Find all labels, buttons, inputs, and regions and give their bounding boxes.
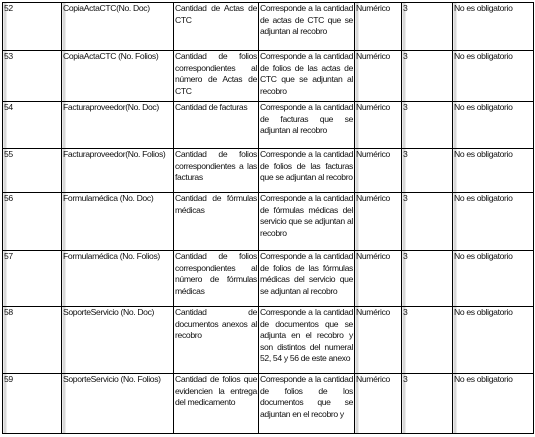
field-label-cell: Cantidad de fórmulas médicas — [174, 193, 259, 251]
length-cell: 3 — [402, 307, 453, 374]
field-label-cell: Cantidad de facturas — [174, 102, 259, 149]
row-number-cell: 56 — [3, 193, 62, 251]
table-row — [3, 149, 534, 193]
required-cell: No es obligatorio — [453, 193, 534, 251]
field-name-cell: Formulamédica (No. Doc) — [62, 193, 174, 251]
field-description-cell: Corresponde a la cantidad de fórmulas médicas del servicio que se adjuntan al recobro — [259, 193, 355, 251]
field-name-cell: CopiaActaCTC (No. Folios) — [62, 51, 174, 102]
field-name-cell: Formulamédica (No. Folios) — [62, 251, 174, 307]
data-type-cell: Numérico — [355, 193, 402, 251]
field-label-cell: Cantidad de folios correspondientes al número de fórmulas médicas — [174, 251, 259, 307]
field-name-cell: Facturaproveedor(No. Doc) — [62, 102, 174, 149]
data-type-cell: Numérico — [355, 102, 402, 149]
field-name-cell: Facturaproveedor(No. Folios) — [62, 149, 174, 193]
length-cell: 3 — [402, 51, 453, 102]
fields-table-body — [3, 3, 534, 434]
field-name-cell: CopiaActaCTC(No. Doc) — [62, 3, 174, 51]
data-type-cell: Numérico — [355, 374, 402, 434]
field-description-cell: Corresponde a la cantidad de facturas que se adjuntan al recobro — [259, 102, 355, 149]
row-number-cell: 52 — [3, 3, 62, 51]
field-label-cell: Cantidad de folios correspondientes a las facturas — [174, 149, 259, 193]
row-number-cell: 55 — [3, 149, 62, 193]
row-number-cell: 57 — [3, 251, 62, 307]
length-cell: 3 — [402, 193, 453, 251]
length-cell: 3 — [402, 374, 453, 434]
length-cell: 3 — [402, 149, 453, 193]
table-row — [3, 51, 534, 102]
required-cell: No es obligatorio — [453, 149, 534, 193]
data-type-cell: Numérico — [355, 307, 402, 374]
field-description-cell: Corresponde a la cantidad de folios de los documentos que se adjuntan en el recobro y — [259, 374, 355, 434]
required-cell: No es obligatorio — [453, 374, 534, 434]
field-label-cell: Cantidad de folios correspondientes al número de Actas de CTC — [174, 51, 259, 102]
row-number-cell: 53 — [3, 51, 62, 102]
field-description-cell: Corresponde a la cantidad de actas de CTC que se adjuntan al recobro — [259, 3, 355, 51]
field-description-cell: Corresponde a la cantidad de folios de las actas de CTC que se adjuntan al recobro — [259, 51, 355, 102]
table-row — [3, 374, 534, 434]
field-name-cell: SoporteServicio (No. Folios) — [62, 374, 174, 434]
row-number-cell: 59 — [3, 374, 62, 434]
row-number-cell: 58 — [3, 307, 62, 374]
table-row — [3, 307, 534, 374]
table-row — [3, 193, 534, 251]
length-cell: 3 — [402, 3, 453, 51]
table-row — [3, 3, 534, 51]
fields-table — [2, 2, 534, 434]
row-number-cell: 54 — [3, 102, 62, 149]
data-type-cell: Numérico — [355, 3, 402, 51]
required-cell: No es obligatorio — [453, 251, 534, 307]
required-cell: No es obligatorio — [453, 102, 534, 149]
table-row — [3, 102, 534, 149]
field-label-cell: Cantidad de folios que evidencien la entrega del medicamento — [174, 374, 259, 434]
data-type-cell: Numérico — [355, 51, 402, 102]
field-name-cell: SoporteServicio (No. Doc) — [62, 307, 174, 374]
required-cell: No es obligatorio — [453, 3, 534, 51]
required-cell: No es obligatorio — [453, 307, 534, 374]
length-cell: 3 — [402, 102, 453, 149]
table-row — [3, 251, 534, 307]
field-label-cell: Cantidad de documentos anexos al recobro — [174, 307, 259, 374]
field-description-cell: Corresponde a la cantidad de documentos que se adjunta en el recobro y son distintos del numeral 52, 54 y 56 de este anexo — [259, 307, 355, 374]
field-description-cell: Corresponde a la cantidad de folios de las fórmulas médicas del servicio que se adjuntan al recobro — [259, 251, 355, 307]
data-type-cell: Numérico — [355, 149, 402, 193]
length-cell: 3 — [402, 251, 453, 307]
data-type-cell: Numérico — [355, 251, 402, 307]
field-label-cell: Cantidad de Actas de CTC — [174, 3, 259, 51]
field-description-cell: Corresponde a la cantidad de folios de las facturas que se adjuntan al recobro — [259, 149, 355, 193]
required-cell: No es obligatorio — [453, 51, 534, 102]
